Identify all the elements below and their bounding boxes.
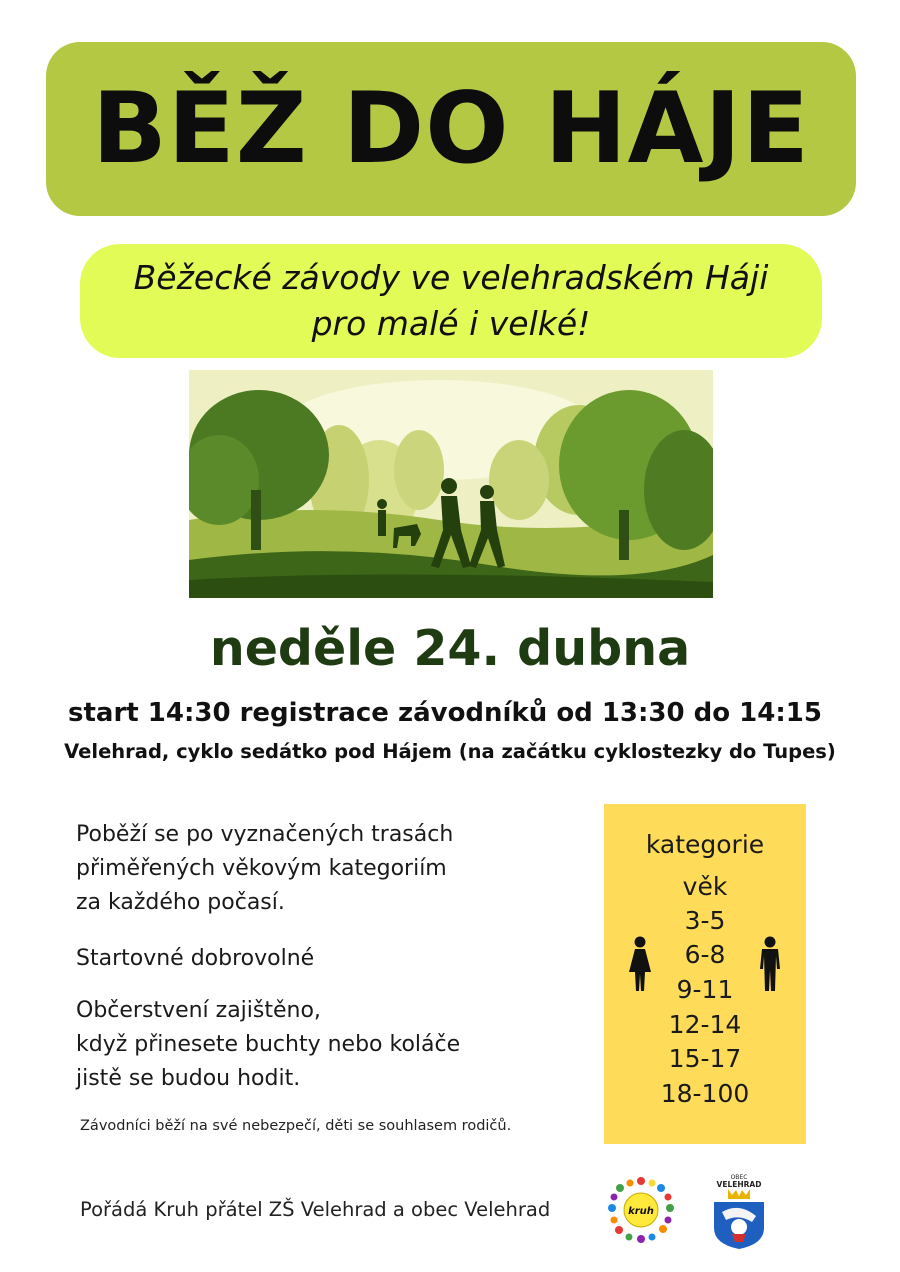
title-banner: [46, 42, 856, 216]
age-range: 3-5: [684, 906, 726, 935]
male-icon: [758, 936, 782, 992]
refreshment-paragraph: [76, 994, 460, 1096]
event-date: neděle 24. dubna: [209, 620, 691, 677]
route-line: přiměřených věkovým kategoriím: [76, 856, 447, 881]
age-range: 6-8: [684, 940, 726, 969]
refreshment-line: jistě se budou hodit.: [76, 1066, 301, 1091]
coat-of-arms-name: VELEHRAD: [716, 1180, 762, 1189]
venue-line: Velehrad, cyklo sedátko pod Hájem (na začátku cyklostezky do Tupes): [64, 740, 836, 763]
coat-of-arms-caption: OBEC: [730, 1174, 748, 1181]
female-icon: [628, 936, 652, 992]
fee-text: Startovné dobrovolné: [76, 946, 315, 971]
disclaimer-text: Závodníci běží na své nebezpečí, děti se souhlasem rodičů.: [80, 1118, 512, 1134]
age-range: 15-17: [668, 1044, 742, 1073]
age-heading: věk: [682, 872, 728, 901]
age-range: 18-100: [660, 1079, 750, 1108]
page-title: BĚŽ DO HÁJE: [92, 72, 810, 186]
category-heading: kategorie: [645, 830, 765, 859]
organizer-text: Pořádá Kruh přátel ZŠ Velehrad a obec Velehrad: [80, 1198, 551, 1221]
velehrad-coat-of-arms-logo: [708, 1172, 770, 1250]
kruh-logo-label: kruh: [628, 1206, 654, 1217]
refreshment-line: když přinesete buchty nebo koláče: [76, 1032, 461, 1057]
runners-forest-illustration: [189, 370, 713, 598]
age-range: 12-14: [668, 1010, 742, 1039]
subtitle-line-2: pro malé i velké!: [311, 304, 591, 343]
route-paragraph: [76, 818, 453, 920]
age-range: 9-11: [676, 975, 734, 1004]
category-panel: [604, 804, 806, 1144]
subtitle-line-1: Běžecké závody ve velehradském Háji: [133, 258, 769, 297]
subtitle-banner: [80, 244, 822, 358]
kruh-logo: [606, 1175, 676, 1245]
route-line: Poběží se po vyznačených trasách: [76, 822, 454, 847]
start-time-line: start 14:30 registrace závodníků od 13:30 do 14:15: [68, 698, 822, 728]
refreshment-line: Občerstvení zajištěno,: [76, 998, 321, 1023]
route-line: za každého počasí.: [76, 890, 285, 915]
